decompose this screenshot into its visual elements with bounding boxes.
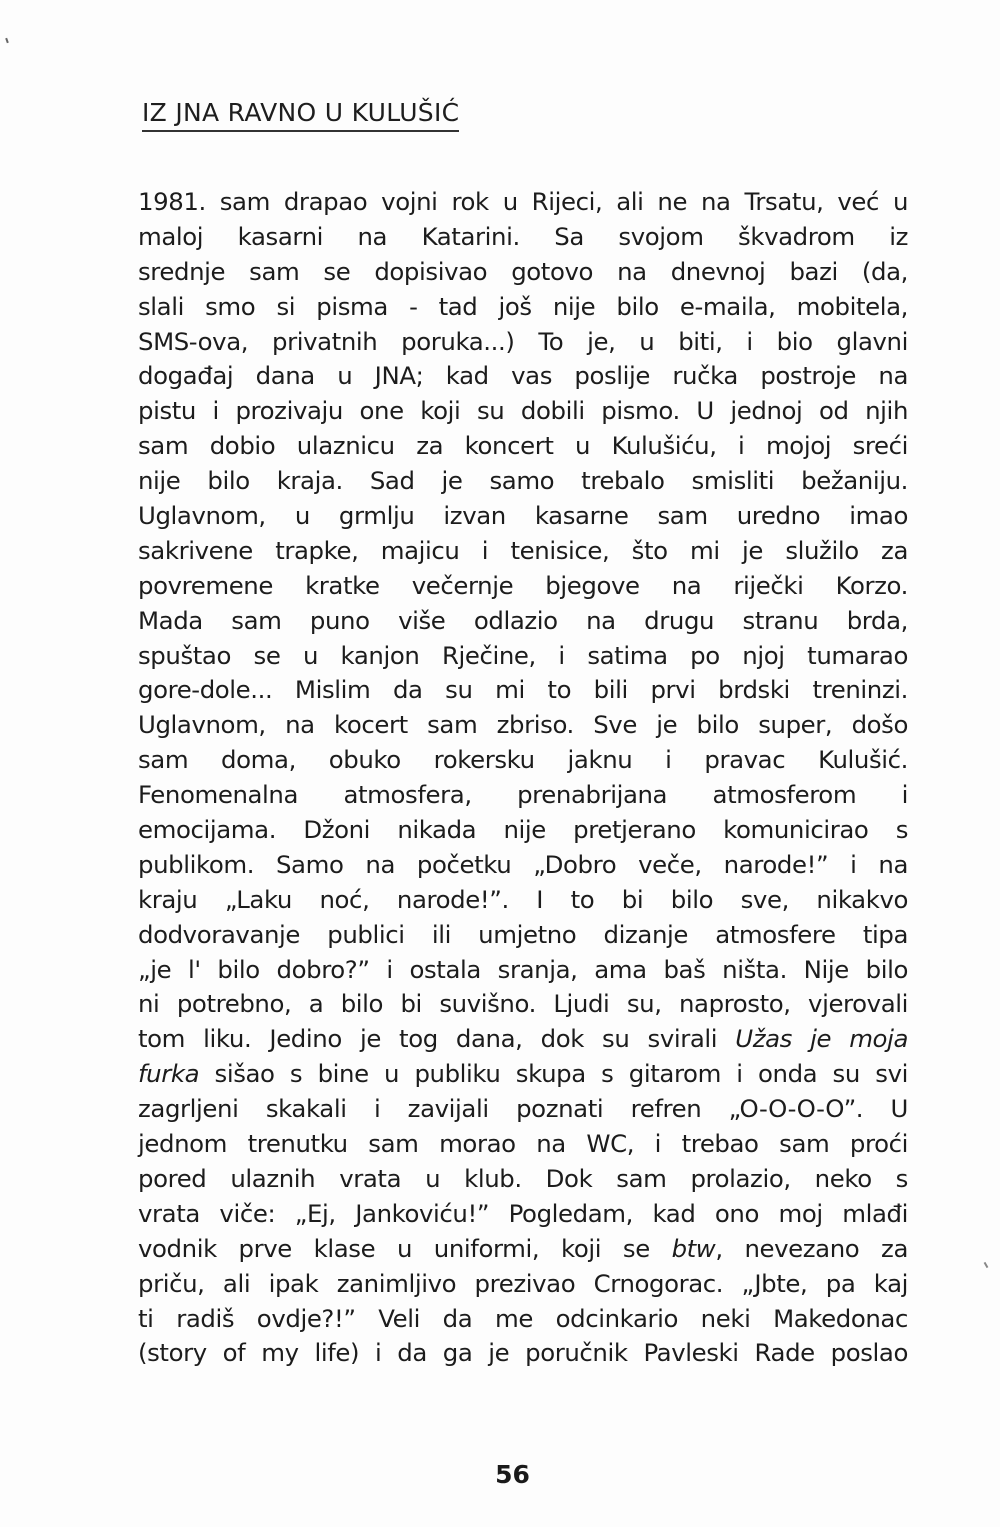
text-line: gore-dole... Mislim da su mi to bili prvi brdski treninzi.: [138, 675, 908, 705]
body-text: [138, 185, 908, 1371]
text-line: pistu i prozivaju one koji su dobili pismo. U jednoj od njih: [138, 396, 908, 426]
text-line: ni potrebno, a bilo bi suvišno. Ljudi su, naprosto, vjerovali: [138, 989, 908, 1019]
text-line: [138, 1057, 908, 1092]
text-line: SMS-ova, privatnih poruka...) To je, u biti, i bio glavni: [138, 326, 908, 356]
text-line: (story of my life) i da ga je poručnik Pavleski Rade poslao: [138, 1338, 908, 1368]
text-line: slali smo si pisma - tad još nije bilo e-maila, mobitela,: [138, 291, 908, 321]
text-line: priču, ali ipak zanimljivo prezivao Crnogorac. „Jbte, pa kaj: [138, 1268, 908, 1298]
text-run: , nevezano za: [715, 1233, 908, 1263]
text-line: kraju „Laku noć, narode!”. I to bi bilo sve, nikakvo: [138, 884, 908, 914]
text-line: emocijama. Džoni nikada nije pretjerano komunicirao s: [138, 815, 908, 845]
scan-mark: [984, 1262, 989, 1268]
abbreviation-italic: btw: [671, 1233, 716, 1263]
text-run: sišao s bine u publiku skupa s gitarom i onda su svi: [199, 1059, 908, 1089]
song-title-italic: furka: [138, 1059, 200, 1089]
text-line: Mada sam puno više odlazio na drugu stranu brda,: [138, 605, 908, 635]
text-line: sakrivene trapke, majicu i tenisice, što mi je služilo za: [138, 535, 908, 565]
page-number: 56: [495, 1460, 530, 1489]
text-line: spuštao se u kanjon Rječine, i satima po njoj tumarao: [138, 640, 908, 670]
text-line: ti radiš ovdje?!” Veli da me odcinkario neki Makedonac: [138, 1303, 908, 1333]
text-line: zagrljeni skakali i zavijali poznati refren „O-O-O-O”. U: [138, 1094, 908, 1124]
chapter-title: IZ JNA RAVNO U KULUŠIĆ: [142, 98, 459, 132]
text-line: maloj kasarni na Katarini. Sa svojom škvadrom iz: [138, 221, 908, 251]
text-line: Uglavnom, u grmlju izvan kasarne sam uredno imao: [138, 501, 908, 531]
text-line: [138, 1022, 908, 1057]
text-line: vrata viče: „Ej, Jankoviću!” Pogledam, kad ono moj mlađi: [138, 1198, 908, 1228]
scan-mark: [5, 38, 9, 43]
text-run: tom liku. Jedino je tog dana, dok su svirali: [138, 1024, 736, 1054]
text-line: povremene kratke večernje bjegove na riječki Korzo.: [138, 570, 908, 600]
text-run: vodnik prve klase u uniformi, koji se: [138, 1233, 672, 1263]
text-line: Fenomenalna atmosfera, prenabrijana atmosferom i: [138, 780, 908, 810]
text-line: nije bilo kraja. Sad je samo trebalo smisliti bežaniju.: [138, 466, 908, 496]
text-line: publikom. Samo na početku „Dobro veče, narode!” i na: [138, 849, 908, 879]
text-line: sam doma, obuko rokersku jaknu i pravac Kulušić.: [138, 745, 908, 775]
text-line: događaj dana u JNA; kad vas poslije ručka postroje na: [138, 361, 908, 391]
text-line: [138, 1232, 908, 1267]
text-line: 1981. sam drapao vojni rok u Rijeci, ali ne na Trsatu, već u: [138, 187, 908, 216]
text-line: dodvoravanje publici ili umjetno dizanje atmosfere tipa: [138, 919, 908, 949]
text-line: pored ulaznih vrata u klub. Dok sam prolazio, neko s: [138, 1163, 908, 1193]
text-line: srednje sam se dopisivao gotovo na dnevnoj bazi (da,: [138, 256, 908, 286]
text-line: jednom trenutku sam morao na WC, i trebao sam proći: [138, 1129, 908, 1159]
text-line: „je l' bilo dobro?” i ostala sranja, ama baš ništa. Nije bilo: [138, 954, 908, 984]
song-title-italic: Užas je moja: [735, 1024, 908, 1054]
text-line: sam dobio ulaznicu za koncert u Kulušiću, i mojoj sreći: [138, 431, 908, 461]
text-line: Uglavnom, na kocert sam zbriso. Sve je bilo super, došo: [138, 710, 908, 740]
